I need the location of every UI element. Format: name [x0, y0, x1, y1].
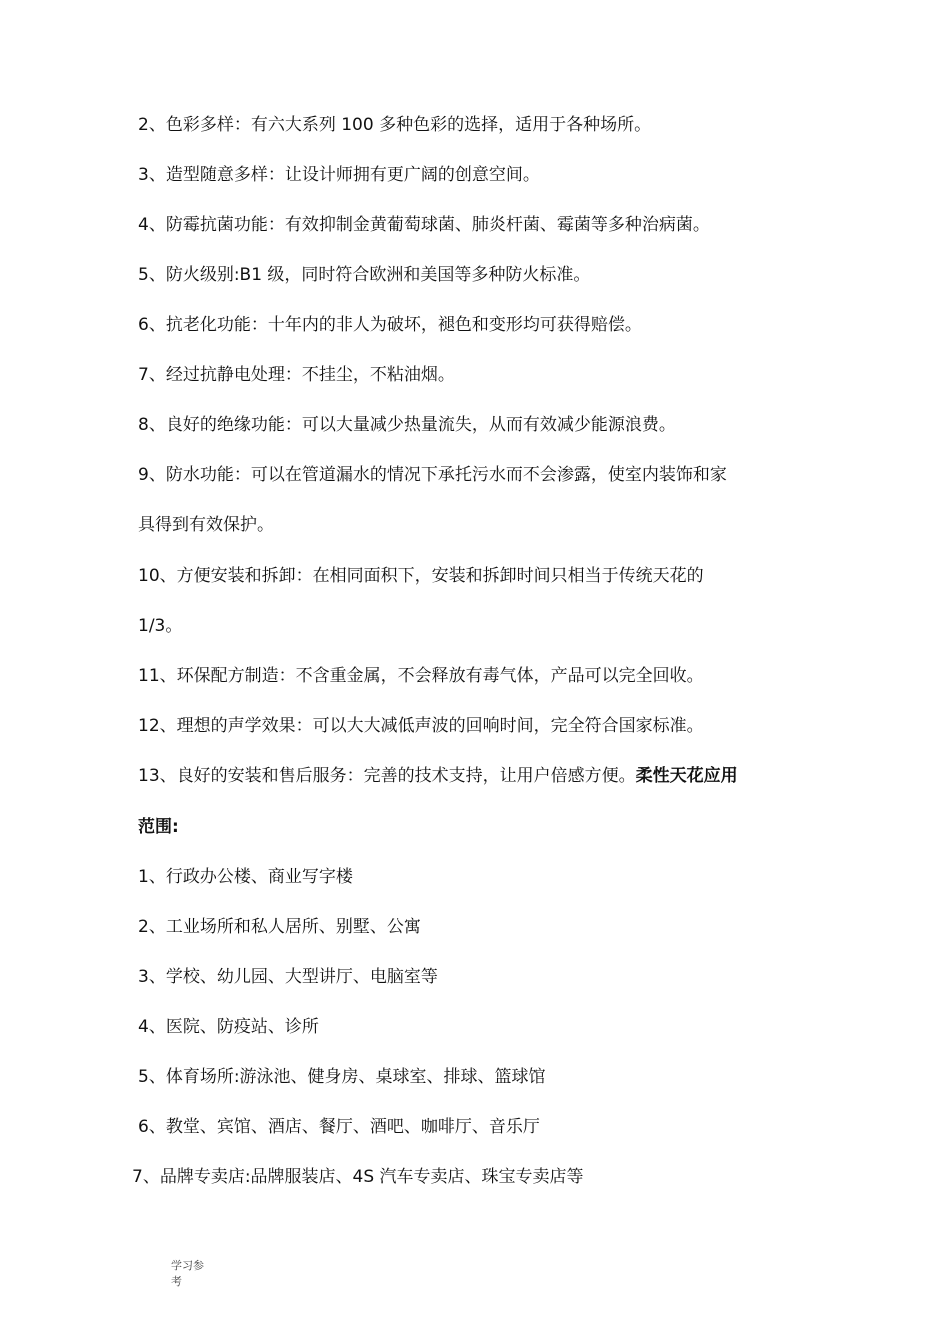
- feature-line: 3、造型随意多样：让设计师拥有更广阔的创意空间。: [138, 165, 540, 185]
- feature-line: 10、方便安装和拆卸：在相同面积下，安装和拆卸时间只相当于传统天花的: [138, 566, 704, 586]
- application-line: 6、教堂、宾馆、酒店、餐厅、酒吧、咖啡厅、音乐厅: [138, 1117, 540, 1137]
- feature-line: 5、防火级别:B1 级，同时符合欧洲和美国等多种防火标准。: [138, 265, 591, 285]
- application-line: 1、行政办公楼、商业写字楼: [138, 867, 353, 887]
- application-line: 3、学校、幼儿园、大型讲厅、电脑室等: [138, 967, 438, 987]
- feature-line-continued: 1/3。: [138, 616, 183, 636]
- feature-line: 9、防水功能：可以在管道漏水的情况下承托污水而不会渗露，使室内装饰和家: [138, 465, 727, 485]
- application-line: 4、医院、防疫站、诊所: [138, 1017, 319, 1037]
- application-line: 7、品牌专卖店:品牌服装店、4S 汽车专卖店、珠宝专卖店等: [132, 1167, 584, 1187]
- feature-line: 7、经过抗静电处理：不挂尘，不粘油烟。: [138, 365, 455, 385]
- feature-line: 12、理想的声学效果：可以大大减低声波的回响时间，完全符合国家标准。: [138, 716, 704, 736]
- application-line: 5、体育场所:游泳池、健身房、桌球室、排球、篮球馆: [138, 1067, 546, 1087]
- feature-line-with-heading: [138, 764, 738, 788]
- feature-line: 2、色彩多样：有六大系列 100 多种色彩的选择，适用于各种场所。: [138, 115, 652, 135]
- application-line: 2、工业场所和私人居所、别墅、公寓: [138, 917, 421, 937]
- section-heading: 柔性天花应用: [635, 766, 738, 786]
- feature-line: 8、良好的绝缘功能：可以大量减少热量流失，从而有效减少能源浪费。: [138, 415, 676, 435]
- feature-item-13: 13、良好的安装和售后服务：完善的技术支持，让用户倍感方便。: [138, 766, 636, 786]
- feature-line: 6、抗老化功能：十年内的非人为破坏，褪色和变形均可获得赔偿。: [138, 315, 642, 335]
- feature-line: 4、防霉抗菌功能：有效抑制金黄葡萄球菌、肺炎杆菌、霉菌等多种治病菌。: [138, 215, 710, 235]
- feature-line: 11、环保配方制造：不含重金属，不会释放有毒气体，产品可以完全回收。: [138, 666, 704, 686]
- section-heading-continued: 范围:: [138, 817, 179, 837]
- feature-line-continued: 具得到有效保护。: [138, 515, 274, 535]
- footer-note: 学习参考: [171, 1259, 204, 1288]
